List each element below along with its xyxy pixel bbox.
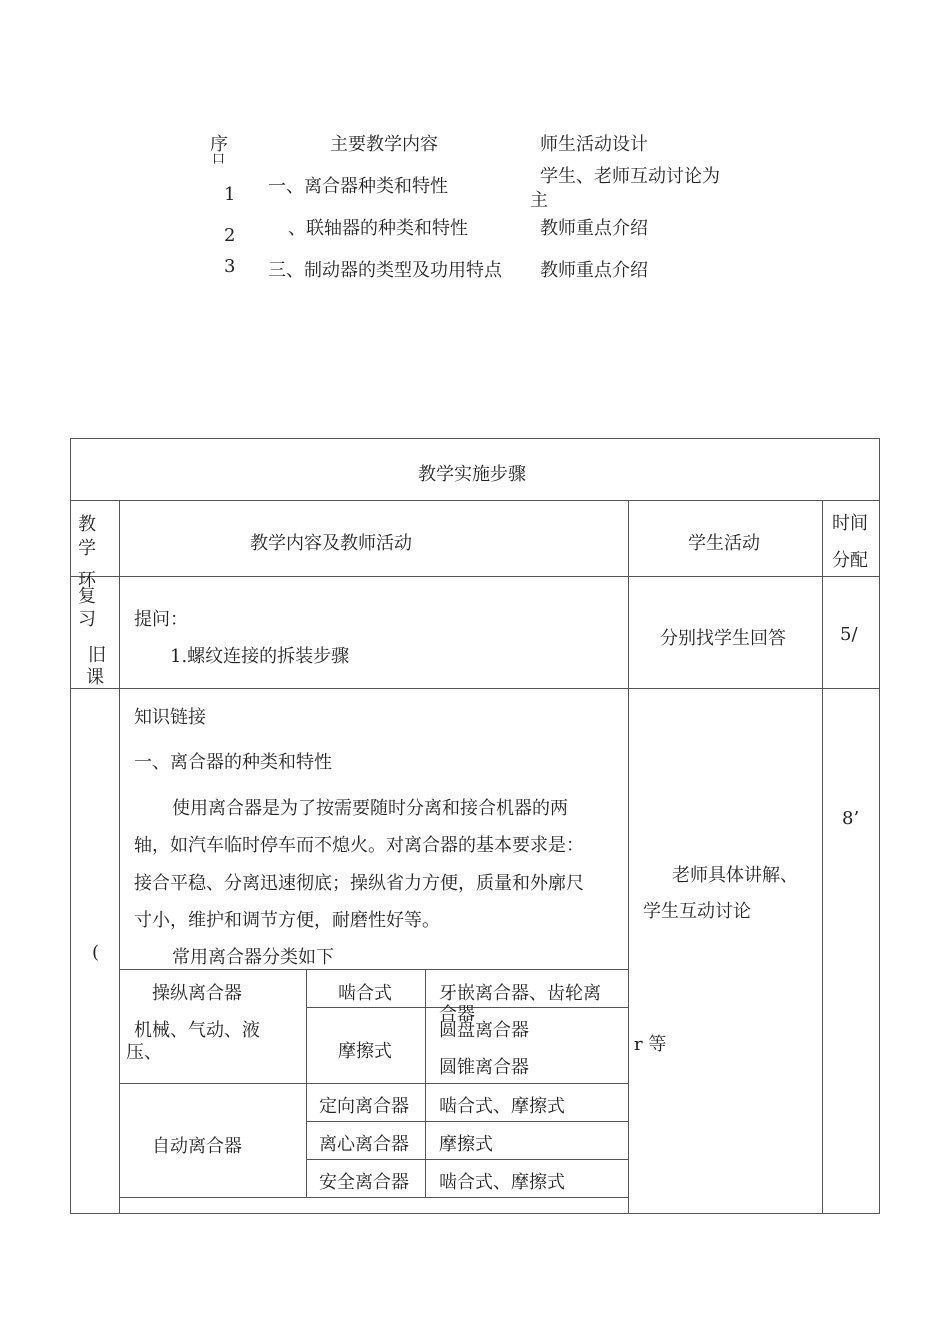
main-section-title: 一、离合器的种类和特性 — [134, 752, 332, 773]
review-stage-4: 课 — [86, 667, 104, 688]
review-time: 5/ — [840, 624, 858, 645]
main-student-2: 学生互动讨论 — [643, 901, 751, 922]
classify-auto-desc: 摩擦式 — [439, 1134, 493, 1155]
border — [306, 969, 307, 1198]
overview-row-3-content: 三、制动器的类型及功用特点 — [268, 260, 502, 281]
header-time-2: 分配 — [832, 550, 868, 571]
overview-row-1-activity-cont: 主 — [530, 190, 548, 211]
main-stage: ( — [92, 942, 100, 963]
review-question-item: 1.螺纹连接的拆装步骤 — [170, 646, 350, 667]
overview-header-content: 主要教学内容 — [330, 134, 438, 155]
main-paragraph-line: 使用离合器是为了按需要随时分离和接合机器的两 — [172, 798, 568, 819]
main-student-extra: r 等 — [634, 1034, 667, 1055]
overview-row-2-activity: 教师重点介绍 — [540, 218, 648, 239]
border — [119, 500, 120, 1214]
border — [70, 500, 880, 501]
main-paragraph-line: 轴，如汽车临时停车而不熄火。对离合器的基本要求是： — [134, 835, 584, 856]
review-question-label: 提问： — [134, 609, 188, 630]
border — [70, 1213, 880, 1214]
border — [879, 438, 880, 1214]
classify-manual: 操纵离合器 — [152, 983, 242, 1004]
review-student: 分别找学生回答 — [660, 628, 786, 649]
classify-intro: 常用离合器分类如下 — [172, 947, 334, 968]
border — [70, 438, 71, 1214]
overview-row-2-seq: 2 — [224, 225, 236, 246]
classify-auto: 自动离合器 — [152, 1136, 242, 1157]
border — [822, 500, 823, 1214]
main-paragraph-line: 寸小，维护和调节方便，耐磨性好等。 — [134, 910, 440, 931]
classify-auto-desc: 啮合式、摩擦式 — [439, 1096, 565, 1117]
classify-friction-desc-2: 圆锥离合器 — [439, 1057, 529, 1078]
overview-header-seq-cut: 口 — [212, 152, 226, 167]
border — [70, 576, 880, 577]
steps-title: 教学实施步骤 — [418, 464, 526, 485]
classify-friction: 摩擦式 — [338, 1041, 392, 1062]
classify-manual-sub: 机械、气动、液 — [134, 1020, 260, 1041]
overview-row-3-seq: 3 — [224, 256, 236, 277]
main-student: 老师具体讲解、 — [672, 865, 798, 886]
border — [70, 688, 880, 689]
border — [119, 969, 629, 970]
classify-friction-desc: 圆盘离合器 — [439, 1020, 529, 1041]
border — [70, 438, 880, 439]
main-heading: 知识链接 — [134, 707, 206, 728]
header-stage: 教 — [78, 514, 96, 535]
classify-auto-desc: 啮合式、摩擦式 — [439, 1172, 565, 1193]
overview-row-1-activity: 学生、老师互动讨论为 — [540, 166, 720, 187]
border — [628, 500, 629, 1214]
overview-row-1-content: 一、离合器种类和特性 — [268, 176, 448, 197]
classify-mesh-desc: 牙嵌离合器、齿轮离 — [439, 983, 601, 1004]
review-stage-2: 习 — [78, 609, 96, 630]
header-content: 教学内容及教师活动 — [250, 533, 412, 554]
overview-row-1-seq: 1 — [224, 184, 236, 205]
overview-row-3-activity: 教师重点介绍 — [540, 260, 648, 281]
overview-header-seq: 序 — [210, 134, 228, 155]
header-time: 时间 — [832, 513, 868, 534]
classify-auto-type: 定向离合器 — [319, 1096, 409, 1117]
classify-auto-type: 离心离合器 — [319, 1134, 409, 1155]
review-stage: 复 — [78, 586, 96, 607]
border — [306, 1007, 425, 1008]
main-paragraph-line: 接合平稳、分离迅速彻底；操纵省力方便，质量和外廓尺 — [134, 873, 584, 894]
review-stage-3: 旧 — [88, 645, 106, 666]
border — [306, 1159, 629, 1160]
classify-manual-sub-2: 压、 — [126, 1042, 162, 1063]
border — [119, 1197, 629, 1198]
classify-auto-type: 安全离合器 — [319, 1172, 409, 1193]
overview-header-activity: 师生活动设计 — [540, 134, 648, 155]
header-stage-2: 学 — [78, 538, 96, 559]
border — [119, 1083, 629, 1084]
main-time: 8’ — [842, 808, 860, 829]
overview-row-2-content: 、联轴器的种类和特性 — [288, 218, 468, 239]
border — [306, 1121, 629, 1122]
border — [425, 969, 426, 1198]
header-stage-3: 环 — [78, 570, 96, 591]
classify-mesh: 啮合式 — [338, 983, 392, 1004]
header-student: 学生活动 — [688, 533, 760, 554]
classify-mesh-desc-cut: 合器 — [439, 1004, 475, 1025]
